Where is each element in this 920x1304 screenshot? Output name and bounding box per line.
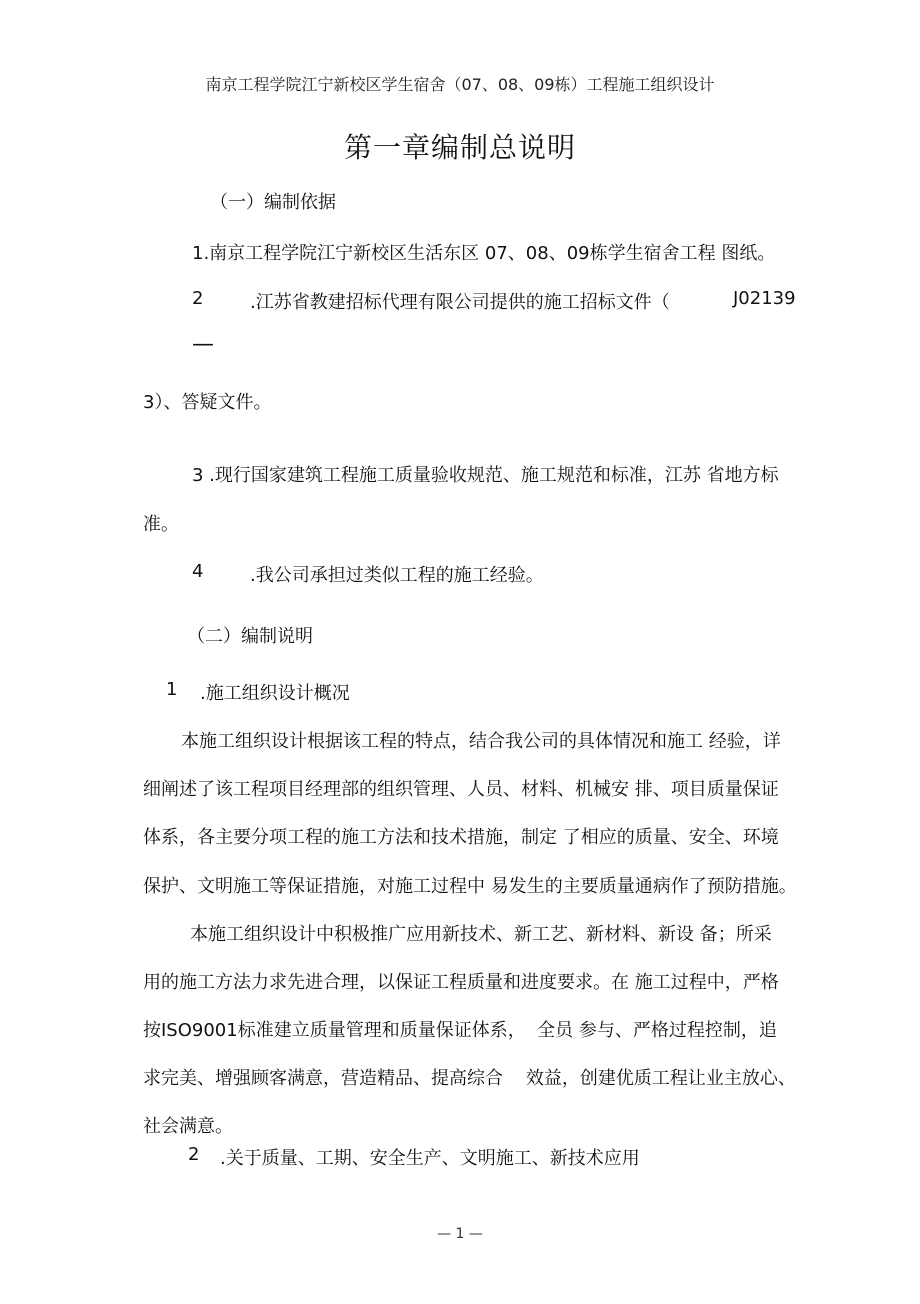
section-heading-basis: （一）编制依据	[210, 192, 336, 213]
paragraph-2-line-5: 社会满意。	[143, 1116, 233, 1137]
basis-item-2-dash: —	[192, 332, 214, 357]
basis-item-2-number: 2	[192, 288, 204, 309]
page-header: 南京工程学院江宁新校区学生宿舍（07、08、09栋）工程施工组织设计	[205, 75, 715, 94]
paragraph-1-line-4: 保护、文明施工等保证措施，对施工过程中 易发生的主要质量通病作了预防措施。	[143, 876, 797, 897]
paragraph-2-line-2: 用的施工方法力求先进合理，以保证工程质量和进度要求。在 施工过程中，严格	[143, 972, 779, 993]
basis-item-2-continuation: 3）、答疑文件。	[143, 392, 272, 413]
description-sub-1-number: 1	[166, 679, 178, 700]
paragraph-2-line-4: 求完美、增强顾客满意，营造精品、提高综合 效益，创建优质工程让业主放心、	[143, 1068, 796, 1089]
paragraph-2-line-3: 按ISO9001标准建立质量管理和质量保证体系， 全员 参与、严格过程控制，追	[143, 1020, 777, 1041]
paragraph-1-line-1: 本施工组织设计根据该工程的特点，结合我公司的具体情况和施工 经验，详	[181, 731, 781, 752]
description-sub-2-text: .关于质量、工期、安全生产、文明施工、新技术应用	[220, 1148, 640, 1169]
paragraph-2-line-1: 本施工组织设计中积极推广应用新技术、新工艺、新材料、新设 备；所采	[190, 924, 772, 945]
paragraph-1-line-3: 体系，各主要分项工程的施工方法和技术措施，制定 了相应的质量、安全、环境	[143, 827, 779, 848]
basis-item-2-code: J02139	[733, 288, 796, 309]
basis-item-3-line1: 3 .现行国家建筑工程施工质量验收规范、施工规范和标准，江苏 省地方标	[192, 465, 779, 486]
basis-item-1: 1.南京工程学院江宁新校区生活东区 07、08、09栋学生宿舍工程 图纸。	[192, 243, 776, 264]
basis-item-4-number: 4	[192, 561, 204, 582]
page-number: — 1 —	[437, 1226, 483, 1242]
chapter-title: 第一章编制总说明	[343, 131, 576, 164]
paragraph-1-line-2: 细阐述了该工程项目经理部的组织管理、人员、材料、机械安 排、项目质量保证	[143, 779, 779, 800]
basis-item-3-line2: 准。	[143, 514, 179, 535]
basis-item-4-text: .我公司承担过类似工程的施工经验。	[250, 565, 544, 586]
description-sub-1-text: .施工组织设计概况	[200, 683, 350, 704]
basis-item-2-text: .江苏省教建招标代理有限公司提供的施工招标文件（	[250, 292, 670, 313]
section-heading-description: （二）编制说明	[187, 626, 313, 647]
description-sub-2-number: 2	[188, 1144, 200, 1165]
